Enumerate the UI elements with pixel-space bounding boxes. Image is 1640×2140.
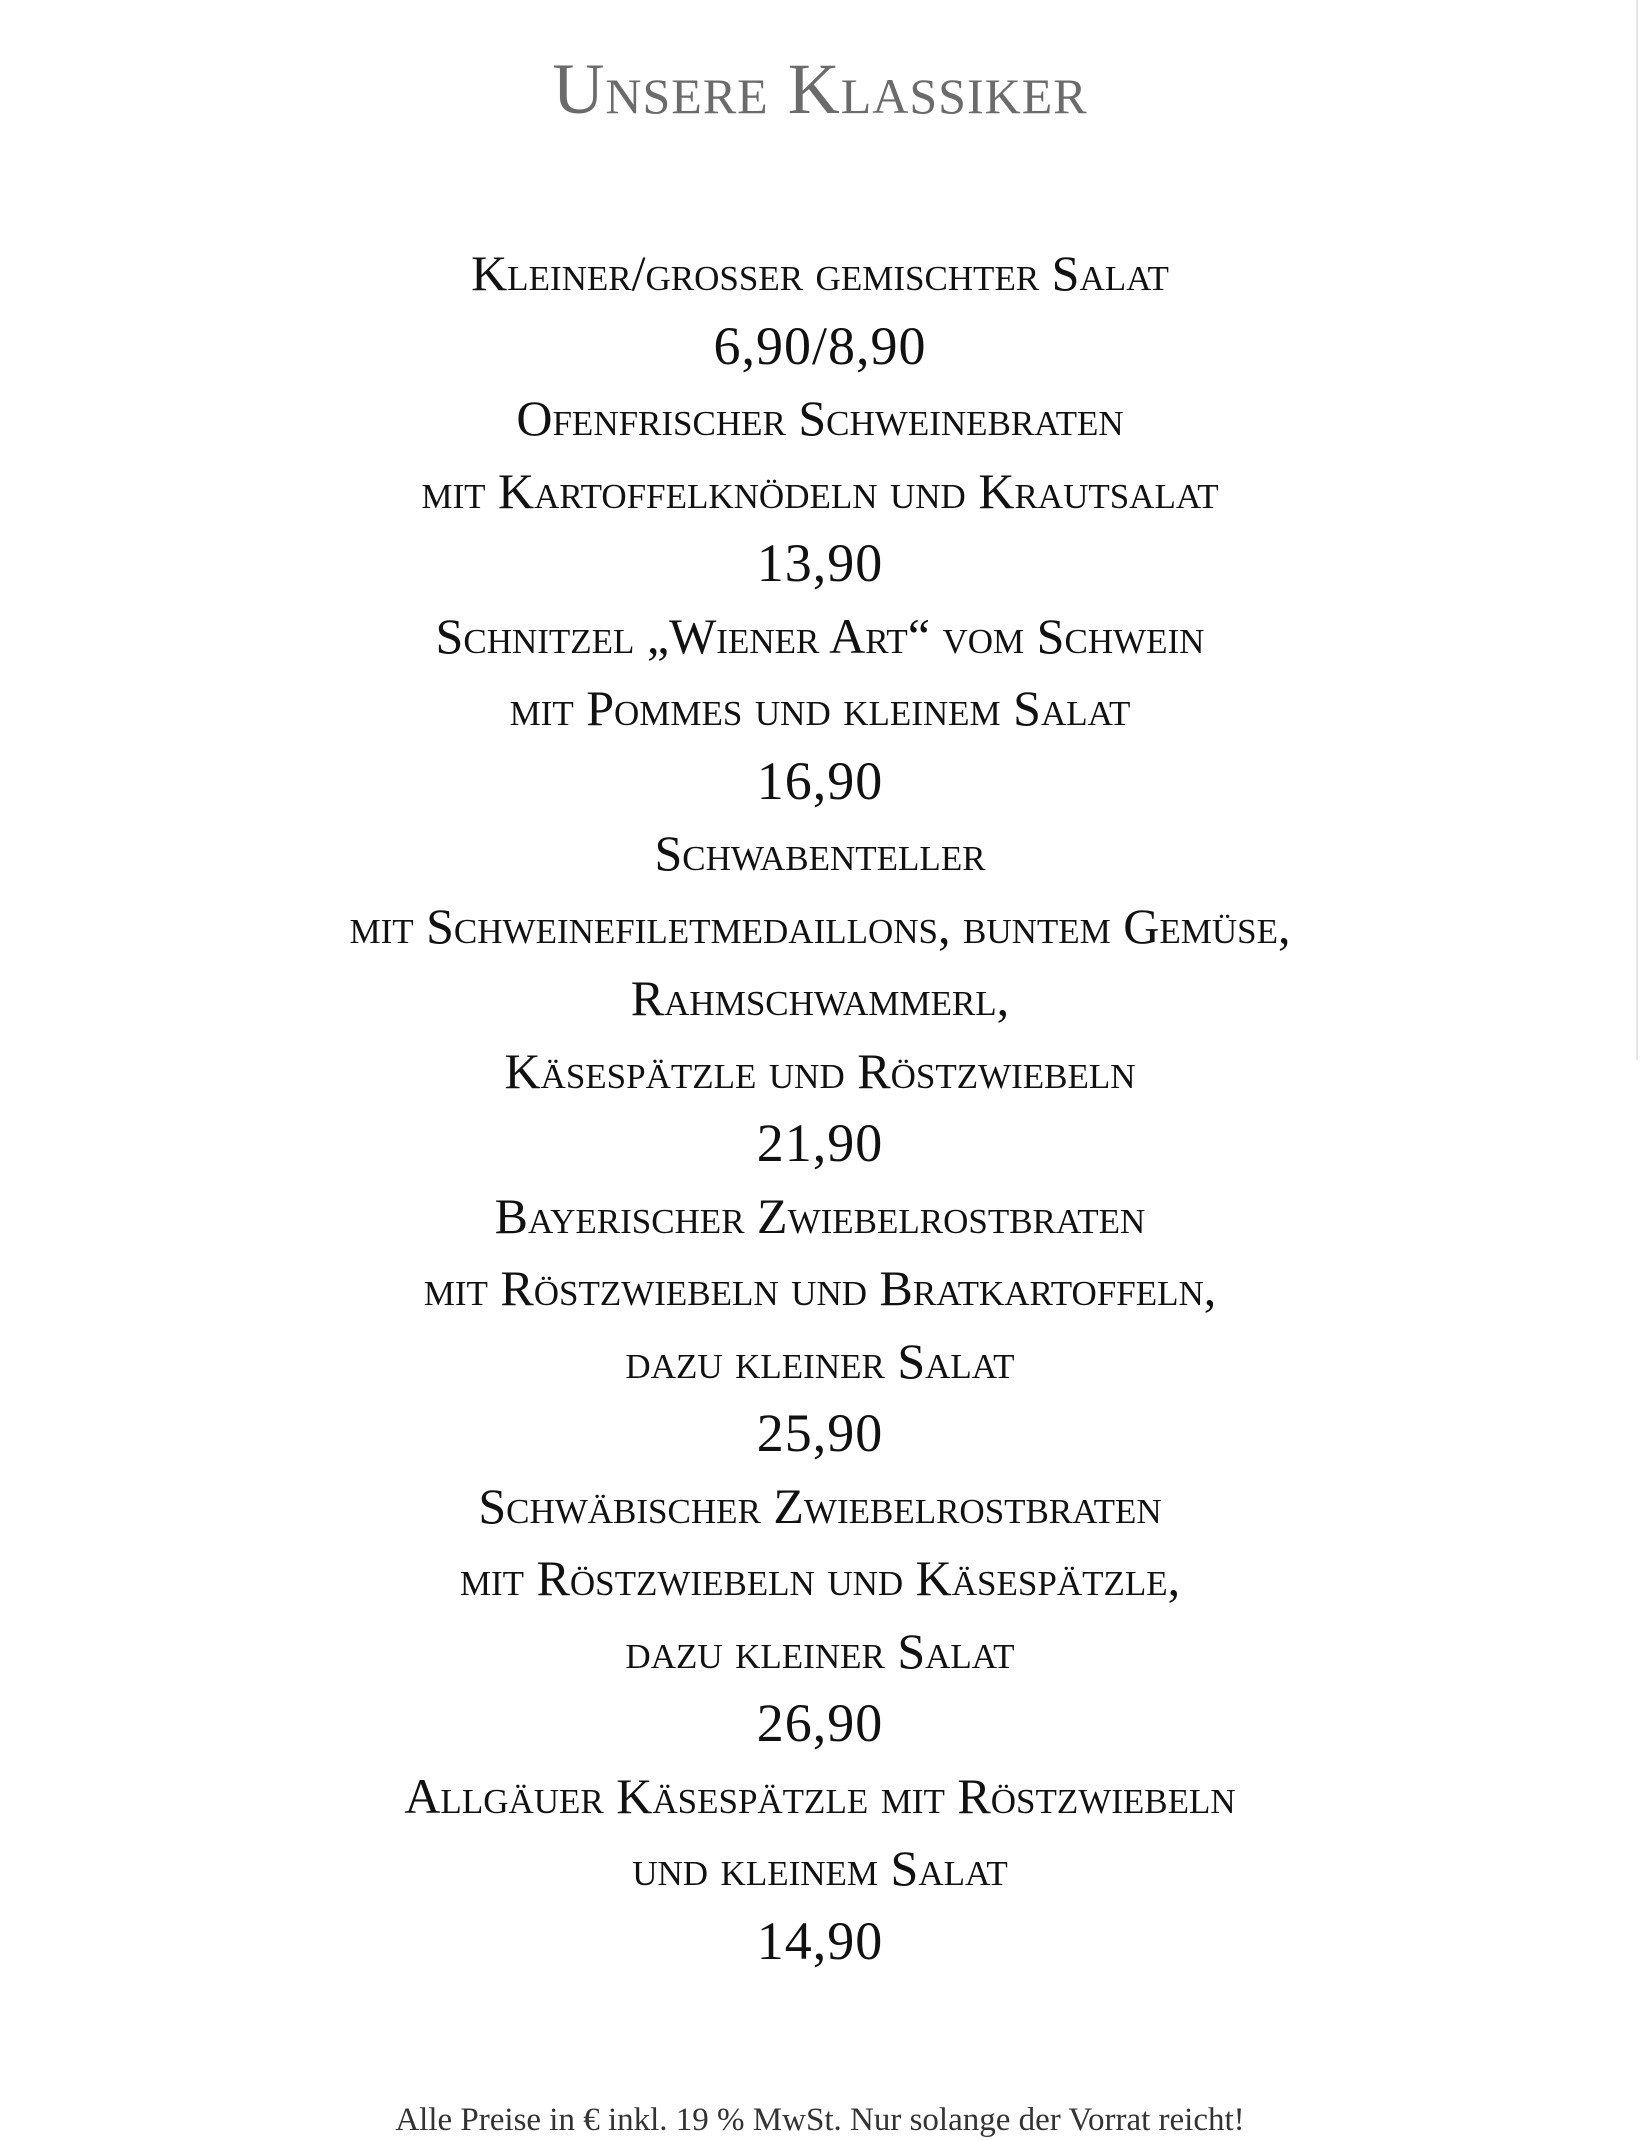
- menu-item: [0, 237, 1640, 382]
- menu-item-price: 6,90/8,90: [713, 315, 927, 376]
- menu-item-description: Käsespätzle und Röstzwiebeln: [504, 1042, 1136, 1099]
- menu-item-price: 16,90: [756, 750, 884, 811]
- menu-item: [0, 600, 1640, 818]
- menu-item-description: mit Schweinefiletmedaillons, buntem Gemüse,: [349, 897, 1291, 954]
- menu-item-name: Bayerischer Zwiebelrostbraten: [494, 1187, 1146, 1244]
- menu-list: [0, 237, 1640, 1977]
- menu-item-name: Ofenfrischer Schweinebraten: [516, 390, 1124, 446]
- menu-item-description: dazu kleiner Salat: [625, 1622, 1015, 1679]
- menu-item-description: mit Pommes und kleinem Salat: [509, 680, 1131, 736]
- menu-item: [0, 382, 1640, 600]
- menu-item-description: Rahmschwammerl,: [630, 970, 1010, 1026]
- price-note: Alle Preise in € inkl. 19 % MwSt. Nur solange der Vorrat reicht!: [395, 2102, 1245, 2138]
- menu-item-price: 13,90: [756, 533, 884, 593]
- menu-item: [0, 1760, 1640, 1978]
- menu-item-description: mit Röstzwiebeln und Bratkartoffeln,: [423, 1260, 1217, 1316]
- menu-item-price: 26,90: [756, 1693, 884, 1753]
- menu-item-name: Schwabenteller: [654, 825, 986, 881]
- menu-item-price: 14,90: [756, 1910, 884, 1971]
- menu-item-name: Allgäuer Käsespätzle mit Röstzwiebeln: [404, 1767, 1236, 1824]
- menu-item-description: mit Kartoffelknödeln und Krautsalat: [421, 462, 1219, 519]
- menu-item-description: dazu kleiner Salat: [625, 1332, 1015, 1389]
- menu-item-name: Schwäbischer Zwiebelrostbraten: [478, 1477, 1162, 1534]
- menu-item: [0, 817, 1640, 1180]
- menu-item: [0, 1180, 1640, 1470]
- menu-item-name: Kleiner/grosser gemischter Salat: [471, 245, 1169, 301]
- menu-item-price: 21,90: [756, 1113, 884, 1173]
- page-title: Unsere Klassiker: [552, 49, 1088, 129]
- menu-item-price: 25,90: [756, 1403, 884, 1463]
- menu-item: [0, 1470, 1640, 1760]
- menu-item-description: und kleinem Salat: [632, 1840, 1008, 1896]
- menu-item-description: mit Röstzwiebeln und Käsespätzle,: [459, 1550, 1181, 1606]
- menu-item-name: Schnitzel „Wiener Art“ vom Schwein: [435, 607, 1205, 664]
